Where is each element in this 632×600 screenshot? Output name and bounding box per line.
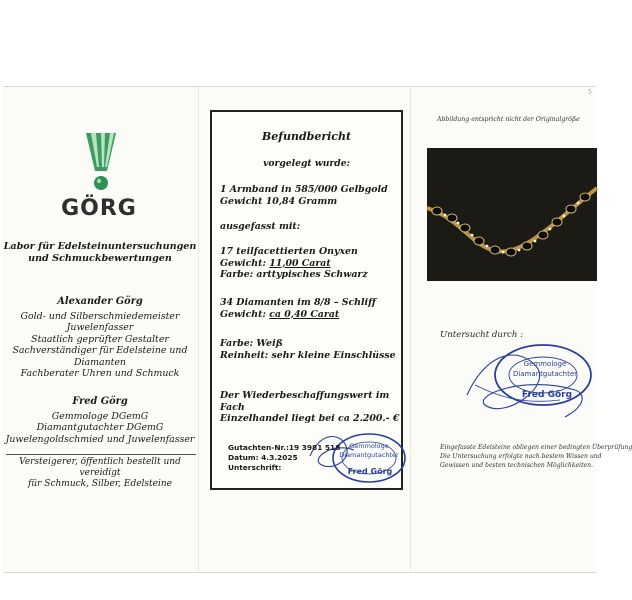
lab-line: Labor für Edelsteinuntersuchungen [3, 241, 197, 252]
brand-name: GÖRG [61, 196, 137, 221]
qualification: Fachberater Uhren und Schmuck [20, 368, 180, 379]
diamond-details [220, 297, 400, 320]
stamp-text: Gemmologe [523, 360, 567, 368]
item-line: Gewicht 10,84 Gramm [220, 195, 338, 207]
divider [6, 454, 196, 455]
diamond-count: 34 Diamanten im 8/8 – Schliff [220, 297, 376, 308]
qualification: Sachverständiger für Edelsteine und Diamanten [12, 345, 188, 368]
replacement-value [220, 390, 400, 425]
gem-logo-icon [83, 131, 119, 193]
item-description [220, 184, 400, 207]
stamp-text: Gemmologe [349, 442, 389, 450]
item-line: 1 Armband in 585/000 Gelbgold [220, 184, 388, 195]
report-date: Datum: 4.3.2025 [228, 453, 298, 462]
stamp-text: Diamantgutachter [339, 451, 399, 459]
fold-line-right [410, 86, 411, 571]
disclaimer-line: Eingefasste Edelsteine obliegen einer bedingten Überprüfung [440, 444, 632, 451]
sworn-line: für Schmuck, Silber, Edelsteine [28, 479, 172, 489]
diamond-color: Farbe: Weiß [220, 338, 283, 349]
onyx-weight [220, 258, 400, 270]
onyx-weight-label: Gewicht: [220, 257, 270, 269]
onyx-weight-value: 11,00 Carat [269, 257, 331, 269]
page-number: 5 [588, 89, 592, 96]
person-name: Alexander Görg [57, 296, 143, 307]
onyx-details [220, 246, 400, 281]
fitted-label: ausgefasst mit: [220, 221, 301, 232]
bracelet-photo [427, 148, 597, 281]
diamond-clarity: Reinheit: sehr kleine Einschlüsse [220, 349, 396, 361]
disclaimer [440, 444, 632, 470]
disclaimer-line: Die Untersuchung erfolgte nach bestem Wissen und [440, 452, 602, 460]
signature-label: Unterschrift: [228, 463, 282, 472]
report-box [210, 110, 403, 490]
qualification: Diamantgutachter DGemG [36, 422, 164, 433]
qualification: Juwelenfasser [66, 322, 134, 333]
sworn-line: Versteigerer, öffentlich bestellt und vereidigt [19, 457, 181, 478]
diamond-weight [220, 309, 400, 321]
qualification: Juwelengoldschmied und Juwelenfasser [5, 433, 195, 445]
report-title: Befundbericht [261, 130, 352, 143]
sworn-statement [0, 457, 200, 490]
lab-line: und Schmuckbewertungen [28, 253, 172, 264]
onyx-count: 17 teilfacettierten Onyxen [220, 246, 358, 257]
disclaimer-line: Gewissen und besten technischen Möglichkeiten. [440, 461, 594, 469]
stamp-text: Diamantgutachter [512, 370, 578, 378]
person-fred [0, 396, 200, 445]
value-line: Einzelhandel liegt bei ca 2.200.- € [220, 413, 400, 424]
stamp-text: Fred Görg [347, 467, 393, 476]
report-number: Gutachten-Nr.:19 3981 518 [228, 443, 341, 452]
lab-description [0, 241, 200, 265]
presented-label: vorgelegt wurde: [263, 158, 350, 169]
qualification: Gold- und Silberschmiedemeister [20, 310, 180, 322]
qualification: Staatlich geprüfter Gestalter [31, 333, 169, 345]
qualification: Gemmologe DGemG [51, 410, 149, 422]
examined-by-label: Untersucht durch : [440, 330, 524, 340]
value-line: Der Wiederbeschaffungswert im Fach [220, 390, 390, 413]
oval-stamp-with-signature [465, 335, 595, 427]
diamond-weight-label: Gewicht: [220, 308, 270, 320]
person-alexander [0, 296, 200, 380]
stamp-text: Fred Görg [521, 390, 573, 400]
photo-caption: Abbildung entspricht nicht der Originalgröße [437, 116, 580, 123]
onyx-color: Farbe: arttypisches Schwarz [220, 269, 368, 280]
report-footer [228, 443, 378, 473]
diamond-weight-value: ca 0,40 Carat [269, 308, 340, 320]
person-name: Fred Görg [72, 396, 128, 407]
quality-details [220, 338, 400, 361]
